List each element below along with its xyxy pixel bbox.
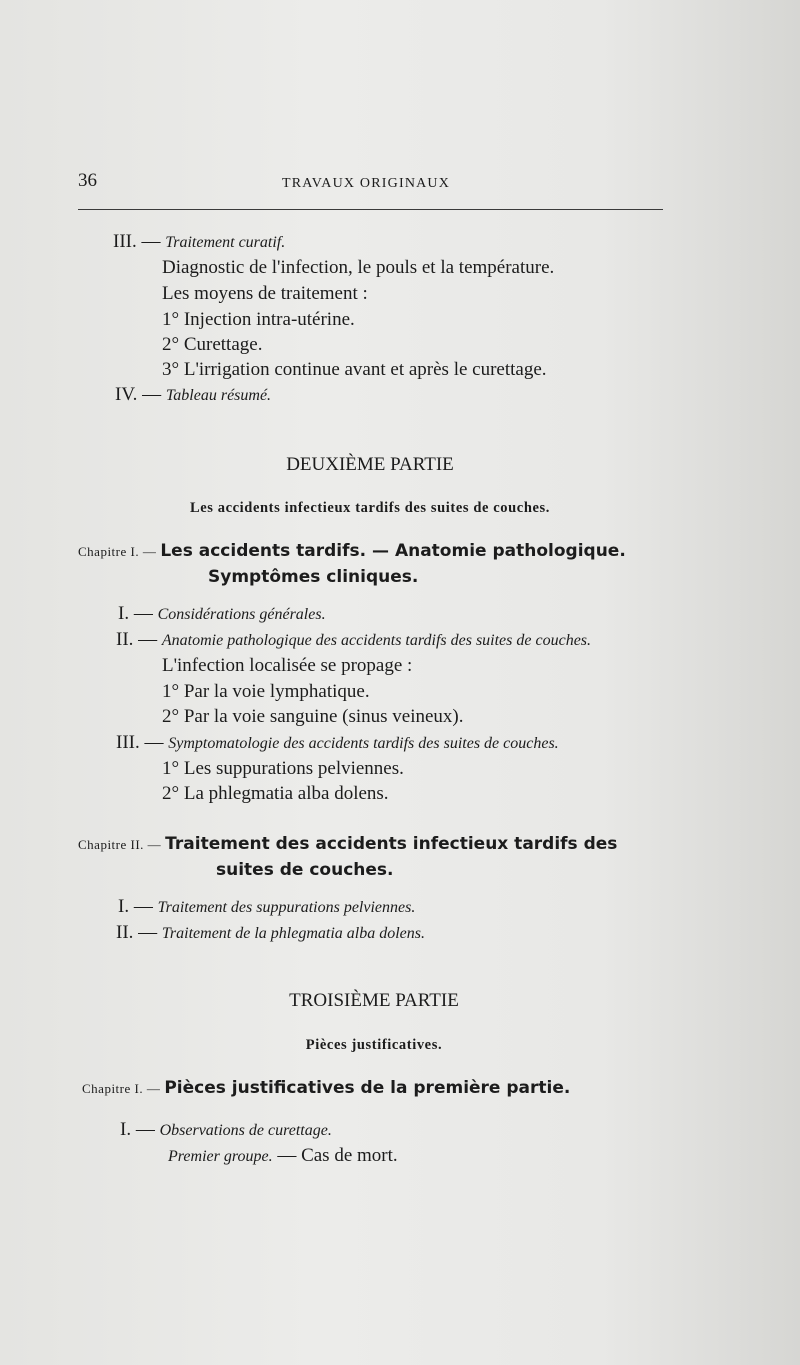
chapter-heading	[82, 1078, 570, 1098]
group-text: — Cas de mort.	[277, 1145, 398, 1166]
toc-line: 2° Par la voie sanguine (sinus veineux).	[162, 706, 464, 727]
section-title: Traitement des suppurations pelviennes.	[157, 899, 416, 916]
section-number: III. —	[116, 732, 164, 753]
section-title: Considérations générales.	[157, 606, 326, 623]
chapter-title-cont: Symptômes cliniques.	[208, 567, 419, 587]
group-label: Premier groupe.	[168, 1148, 273, 1165]
group-line	[168, 1145, 398, 1167]
section-number: II. —	[116, 629, 158, 650]
section-number: I. —	[120, 1119, 155, 1140]
toc-line: L'infection localisée se propage :	[162, 655, 413, 676]
header-rule	[78, 209, 663, 210]
section-title: Symptomatologie des accidents tardifs des suites de couches.	[168, 735, 559, 752]
section-heading	[118, 896, 415, 918]
section-title: Traitement curatif.	[165, 234, 286, 251]
section-heading	[120, 1119, 332, 1141]
running-title: TRAVAUX ORIGINAUX	[282, 176, 451, 191]
section-title: Observations de curettage.	[159, 1122, 332, 1139]
section-IV-heading	[115, 384, 271, 406]
toc-line: 2° La phlegmatia alba dolens.	[162, 783, 389, 804]
chapter-title: Les accidents tardifs. — Anatomie pathologique.	[160, 541, 626, 561]
chapter-title: Traitement des accidents infectieux tardifs des	[165, 834, 618, 854]
section-heading	[116, 732, 559, 754]
toc-line: 1° Injection intra-utérine.	[162, 309, 355, 330]
part-subtitle: Pièces justificatives.	[305, 1037, 443, 1053]
toc-line: 1° Les suppurations pelviennes.	[162, 758, 404, 779]
section-heading	[116, 629, 591, 651]
chapter-label: Chapitre I. —	[78, 544, 157, 559]
section-number: IV. —	[115, 384, 162, 405]
chapter-label: Chapitre I. —	[82, 1081, 161, 1096]
section-title: Traitement de la phlegmatia alba dolens.	[161, 925, 425, 942]
part-heading: TROISIÈME PARTIE	[289, 990, 459, 1011]
section-heading	[116, 922, 425, 944]
part-subtitle: Les accidents infectieux tardifs des suites de couches.	[189, 500, 551, 516]
chapter-heading	[78, 834, 617, 854]
chapter-title: Pièces justificatives de la première partie.	[164, 1078, 571, 1098]
section-title: Tableau résumé.	[165, 387, 272, 404]
chapter-label: Chapitre II. —	[78, 837, 162, 852]
section-number: I. —	[118, 896, 153, 917]
toc-line: Diagnostic de l'infection, le pouls et la température.	[162, 257, 555, 278]
section-number: II. —	[116, 922, 158, 943]
section-heading	[118, 603, 326, 625]
chapter-title-cont: suites de couches.	[216, 860, 394, 880]
section-number: I. —	[118, 603, 153, 624]
toc-line: 2° Curettage.	[162, 334, 263, 355]
toc-line: 3° L'irrigation continue avant et après le curettage.	[162, 359, 547, 380]
section-III-heading	[113, 231, 285, 253]
section-title: Anatomie pathologique des accidents tardifs des suites de couches.	[161, 632, 592, 649]
section-number: III. —	[113, 231, 161, 252]
toc-line: 1° Par la voie lymphatique.	[162, 681, 370, 702]
page-number: 36	[78, 170, 97, 191]
chapter-heading	[78, 541, 626, 561]
part-heading: DEUXIÈME PARTIE	[286, 454, 454, 475]
toc-line: Les moyens de traitement :	[162, 283, 368, 304]
